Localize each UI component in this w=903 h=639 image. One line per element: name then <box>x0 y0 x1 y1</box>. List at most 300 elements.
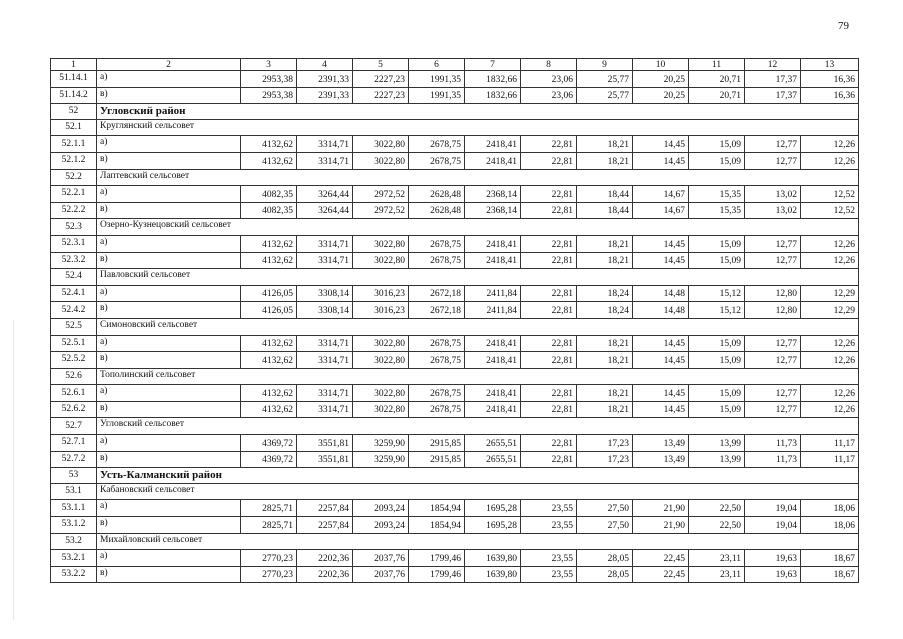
council-name-cell: Михайловский сельсовет <box>97 533 859 550</box>
value-cell: 3022,80 <box>353 385 409 402</box>
value-cell: 28,05 <box>577 566 633 583</box>
value-cell: 14,45 <box>633 136 689 153</box>
value-cell: 3314,71 <box>297 252 353 269</box>
value-cell: 2770,23 <box>241 566 297 583</box>
variant-label-cell: в) <box>97 517 241 534</box>
value-cell: 2972,52 <box>353 186 409 203</box>
value-cell: 13,99 <box>689 435 745 452</box>
value-cell: 12,77 <box>745 352 801 369</box>
value-cell: 2227,23 <box>353 71 409 88</box>
value-cell: 4082,35 <box>241 202 297 219</box>
value-cell: 2678,75 <box>409 352 465 369</box>
value-cell: 15,09 <box>689 352 745 369</box>
value-cell: 15,09 <box>689 335 745 352</box>
value-cell: 3314,71 <box>297 352 353 369</box>
value-cell: 1991,35 <box>409 87 465 104</box>
value-cell: 15,35 <box>689 186 745 203</box>
row-number-cell: 53.1.1 <box>51 500 97 517</box>
value-cell: 1639,80 <box>465 566 521 583</box>
value-cell: 23,55 <box>521 517 577 534</box>
value-cell: 22,81 <box>521 152 577 169</box>
council-row <box>51 418 859 435</box>
row-number-cell: 51.14.1 <box>51 71 97 88</box>
value-cell: 20,25 <box>633 71 689 88</box>
value-cell: 3259,90 <box>353 451 409 468</box>
value-cell: 12,26 <box>801 335 859 352</box>
value-cell: 14,67 <box>633 186 689 203</box>
row-number-cell: 52.1.1 <box>51 136 97 153</box>
value-cell: 18,21 <box>577 335 633 352</box>
value-cell: 2418,41 <box>465 335 521 352</box>
value-cell: 17,37 <box>745 87 801 104</box>
value-cell: 12,26 <box>801 235 859 252</box>
variant-label-cell: а) <box>97 385 241 402</box>
table-row <box>51 252 859 269</box>
value-cell: 4132,62 <box>241 352 297 369</box>
value-cell: 22,81 <box>521 285 577 302</box>
value-cell: 19,63 <box>745 566 801 583</box>
value-cell: 4082,35 <box>241 186 297 203</box>
value-cell: 18,67 <box>801 550 859 567</box>
council-row <box>51 533 859 550</box>
value-cell: 22,50 <box>689 517 745 534</box>
value-cell: 3264,44 <box>297 202 353 219</box>
value-cell: 2825,71 <box>241 517 297 534</box>
value-cell: 3314,71 <box>297 385 353 402</box>
value-cell: 3022,80 <box>353 401 409 418</box>
value-cell: 22,81 <box>521 385 577 402</box>
value-cell: 1854,94 <box>409 500 465 517</box>
council-row <box>51 368 859 385</box>
row-number-cell: 52.4.1 <box>51 285 97 302</box>
council-name-cell: Павловский сельсовет <box>97 269 859 286</box>
value-cell: 12,77 <box>745 136 801 153</box>
value-cell: 13,02 <box>745 202 801 219</box>
value-cell: 2257,84 <box>297 500 353 517</box>
value-cell: 2678,75 <box>409 385 465 402</box>
value-cell: 2953,38 <box>241 87 297 104</box>
value-cell: 3264,44 <box>297 186 353 203</box>
variant-label-cell: а) <box>97 550 241 567</box>
value-cell: 4126,05 <box>241 302 297 319</box>
row-number-cell: 52.1.2 <box>51 152 97 169</box>
value-cell: 2418,41 <box>465 252 521 269</box>
value-cell: 22,81 <box>521 235 577 252</box>
value-cell: 15,09 <box>689 152 745 169</box>
value-cell: 25,77 <box>577 71 633 88</box>
variant-label-cell: а) <box>97 71 241 88</box>
column-number-header: 5 <box>353 59 409 71</box>
page-number: 79 <box>838 20 849 32</box>
tariff-table <box>50 58 859 583</box>
council-row <box>51 219 859 236</box>
value-cell: 2678,75 <box>409 136 465 153</box>
column-number-header: 11 <box>689 59 745 71</box>
row-number-cell: 52.6.2 <box>51 401 97 418</box>
row-number-cell: 52.7.1 <box>51 435 97 452</box>
row-number-cell: 53.2.2 <box>51 566 97 583</box>
value-cell: 2953,38 <box>241 71 297 88</box>
value-cell: 12,77 <box>745 335 801 352</box>
value-cell: 14,45 <box>633 352 689 369</box>
value-cell: 22,81 <box>521 136 577 153</box>
value-cell: 15,09 <box>689 235 745 252</box>
value-cell: 2678,75 <box>409 401 465 418</box>
value-cell: 19,04 <box>745 517 801 534</box>
value-cell: 2411,84 <box>465 302 521 319</box>
row-number-cell: 53.2 <box>51 533 97 550</box>
value-cell: 14,45 <box>633 152 689 169</box>
value-cell: 12,80 <box>745 302 801 319</box>
value-cell: 2655,51 <box>465 435 521 452</box>
table-row <box>51 87 859 104</box>
value-cell: 12,29 <box>801 285 859 302</box>
column-number-header: 13 <box>801 59 859 71</box>
variant-label-cell: в) <box>97 401 241 418</box>
row-number-cell: 52.2 <box>51 169 97 186</box>
value-cell: 14,45 <box>633 401 689 418</box>
table-row <box>51 500 859 517</box>
council-row <box>51 269 859 286</box>
row-number-cell: 52.4 <box>51 269 97 286</box>
value-cell: 2037,76 <box>353 550 409 567</box>
value-cell: 18,21 <box>577 385 633 402</box>
value-cell: 25,77 <box>577 87 633 104</box>
variant-label-cell: в) <box>97 566 241 583</box>
value-cell: 3022,80 <box>353 352 409 369</box>
value-cell: 4132,62 <box>241 152 297 169</box>
value-cell: 2418,41 <box>465 136 521 153</box>
table-row <box>51 71 859 88</box>
table-row <box>51 550 859 567</box>
table-row <box>51 202 859 219</box>
value-cell: 13,99 <box>689 451 745 468</box>
value-cell: 14,45 <box>633 252 689 269</box>
value-cell: 18,06 <box>801 500 859 517</box>
value-cell: 11,17 <box>801 435 859 452</box>
value-cell: 1799,46 <box>409 550 465 567</box>
value-cell: 12,29 <box>801 302 859 319</box>
column-number-header: 7 <box>465 59 521 71</box>
value-cell: 2672,18 <box>409 285 465 302</box>
value-cell: 18,24 <box>577 285 633 302</box>
table-row <box>51 285 859 302</box>
table-row <box>51 152 859 169</box>
value-cell: 3022,80 <box>353 235 409 252</box>
value-cell: 11,73 <box>745 451 801 468</box>
value-cell: 15,09 <box>689 401 745 418</box>
value-cell: 15,09 <box>689 385 745 402</box>
council-name-cell: Угловский сельсовет <box>97 418 859 435</box>
value-cell: 3259,90 <box>353 435 409 452</box>
row-number-cell: 52.4.2 <box>51 302 97 319</box>
value-cell: 12,26 <box>801 401 859 418</box>
value-cell: 23,55 <box>521 566 577 583</box>
council-row <box>51 483 859 500</box>
value-cell: 3308,14 <box>297 285 353 302</box>
value-cell: 22,81 <box>521 335 577 352</box>
value-cell: 2368,14 <box>465 186 521 203</box>
variant-label-cell: а) <box>97 186 241 203</box>
council-name-cell: Лаптевский сельсовет <box>97 169 859 186</box>
value-cell: 13,02 <box>745 186 801 203</box>
variant-label-cell: в) <box>97 352 241 369</box>
value-cell: 21,90 <box>633 500 689 517</box>
value-cell: 3551,81 <box>297 451 353 468</box>
variant-label-cell: в) <box>97 252 241 269</box>
value-cell: 15,12 <box>689 285 745 302</box>
value-cell: 18,24 <box>577 302 633 319</box>
value-cell: 23,55 <box>521 500 577 517</box>
column-number-header: 1 <box>51 59 97 71</box>
table-row <box>51 302 859 319</box>
value-cell: 19,04 <box>745 500 801 517</box>
value-cell: 14,45 <box>633 335 689 352</box>
council-row <box>51 119 859 136</box>
variant-label-cell: а) <box>97 136 241 153</box>
table-row <box>51 335 859 352</box>
value-cell: 17,23 <box>577 451 633 468</box>
row-number-cell: 52 <box>51 104 97 120</box>
value-cell: 2678,75 <box>409 252 465 269</box>
value-cell: 2825,71 <box>241 500 297 517</box>
value-cell: 18,21 <box>577 401 633 418</box>
row-number-cell: 53.1 <box>51 483 97 500</box>
row-number-cell: 52.5 <box>51 318 97 335</box>
table-row <box>51 186 859 203</box>
value-cell: 11,73 <box>745 435 801 452</box>
variant-label-cell: а) <box>97 335 241 352</box>
value-cell: 23,06 <box>521 71 577 88</box>
value-cell: 2391,33 <box>297 87 353 104</box>
value-cell: 18,21 <box>577 252 633 269</box>
row-number-cell: 52.6 <box>51 368 97 385</box>
value-cell: 18,44 <box>577 186 633 203</box>
value-cell: 18,06 <box>801 517 859 534</box>
value-cell: 1854,94 <box>409 517 465 534</box>
column-number-header: 4 <box>297 59 353 71</box>
value-cell: 3314,71 <box>297 136 353 153</box>
value-cell: 22,50 <box>689 500 745 517</box>
row-number-cell: 52.3 <box>51 219 97 236</box>
row-number-cell: 52.7.2 <box>51 451 97 468</box>
value-cell: 2257,84 <box>297 517 353 534</box>
value-cell: 18,21 <box>577 235 633 252</box>
value-cell: 12,77 <box>745 385 801 402</box>
value-cell: 3022,80 <box>353 335 409 352</box>
table-row <box>51 235 859 252</box>
value-cell: 4369,72 <box>241 435 297 452</box>
table-row <box>51 566 859 583</box>
value-cell: 1639,80 <box>465 550 521 567</box>
value-cell: 2915,85 <box>409 451 465 468</box>
variant-label-cell: а) <box>97 235 241 252</box>
row-number-cell: 52.3.1 <box>51 235 97 252</box>
value-cell: 1695,28 <box>465 500 521 517</box>
value-cell: 2418,41 <box>465 352 521 369</box>
value-cell: 4369,72 <box>241 451 297 468</box>
council-row <box>51 169 859 186</box>
variant-label-cell: в) <box>97 302 241 319</box>
value-cell: 2972,52 <box>353 202 409 219</box>
value-cell: 12,77 <box>745 235 801 252</box>
council-name-cell: Симоновский сельсовет <box>97 318 859 335</box>
variant-label-cell: в) <box>97 451 241 468</box>
row-number-cell: 52.2.2 <box>51 202 97 219</box>
value-cell: 12,52 <box>801 186 859 203</box>
value-cell: 2418,41 <box>465 235 521 252</box>
value-cell: 28,05 <box>577 550 633 567</box>
value-cell: 2628,48 <box>409 202 465 219</box>
value-cell: 12,26 <box>801 352 859 369</box>
variant-label-cell: а) <box>97 435 241 452</box>
value-cell: 3551,81 <box>297 435 353 452</box>
value-cell: 12,77 <box>745 152 801 169</box>
row-number-cell: 52.5.1 <box>51 335 97 352</box>
value-cell: 23,55 <box>521 550 577 567</box>
value-cell: 14,48 <box>633 285 689 302</box>
council-name-cell: Круглянский сельсовет <box>97 119 859 136</box>
value-cell: 2672,18 <box>409 302 465 319</box>
value-cell: 14,67 <box>633 202 689 219</box>
value-cell: 2391,33 <box>297 71 353 88</box>
value-cell: 18,67 <box>801 566 859 583</box>
variant-label-cell: в) <box>97 152 241 169</box>
table-row <box>51 451 859 468</box>
district-row <box>51 468 859 484</box>
table-row <box>51 385 859 402</box>
value-cell: 15,12 <box>689 302 745 319</box>
value-cell: 11,17 <box>801 451 859 468</box>
table-row <box>51 136 859 153</box>
column-number-header: 10 <box>633 59 689 71</box>
council-name-cell: Озерно-Кузнецовский сельсовет <box>97 219 859 236</box>
value-cell: 2037,76 <box>353 566 409 583</box>
column-number-header: 3 <box>241 59 297 71</box>
value-cell: 2411,84 <box>465 285 521 302</box>
value-cell: 4132,62 <box>241 335 297 352</box>
value-cell: 13,49 <box>633 451 689 468</box>
row-number-cell: 53 <box>51 468 97 484</box>
value-cell: 12,80 <box>745 285 801 302</box>
value-cell: 1832,66 <box>465 71 521 88</box>
value-cell: 3314,71 <box>297 401 353 418</box>
variant-label-cell: в) <box>97 87 241 104</box>
value-cell: 22,81 <box>521 401 577 418</box>
value-cell: 2678,75 <box>409 335 465 352</box>
row-number-cell: 52.7 <box>51 418 97 435</box>
column-number-header: 9 <box>577 59 633 71</box>
value-cell: 22,81 <box>521 202 577 219</box>
value-cell: 4132,62 <box>241 252 297 269</box>
value-cell: 3314,71 <box>297 235 353 252</box>
column-number-header: 6 <box>409 59 465 71</box>
value-cell: 3016,23 <box>353 285 409 302</box>
value-cell: 17,37 <box>745 71 801 88</box>
value-cell: 22,81 <box>521 451 577 468</box>
value-cell: 1695,28 <box>465 517 521 534</box>
value-cell: 2418,41 <box>465 401 521 418</box>
row-number-cell: 52.1 <box>51 119 97 136</box>
council-row <box>51 318 859 335</box>
value-cell: 2770,23 <box>241 550 297 567</box>
value-cell: 20,71 <box>689 87 745 104</box>
value-cell: 4132,62 <box>241 385 297 402</box>
row-number-cell: 52.3.2 <box>51 252 97 269</box>
value-cell: 12,77 <box>745 401 801 418</box>
value-cell: 27,50 <box>577 500 633 517</box>
table-body <box>51 59 859 583</box>
value-cell: 21,90 <box>633 517 689 534</box>
row-number-cell: 52.2.1 <box>51 186 97 203</box>
value-cell: 16,36 <box>801 87 859 104</box>
row-number-cell: 51.14.2 <box>51 87 97 104</box>
value-cell: 15,09 <box>689 136 745 153</box>
value-cell: 1799,46 <box>409 566 465 583</box>
value-cell: 3022,80 <box>353 152 409 169</box>
value-cell: 2093,24 <box>353 517 409 534</box>
value-cell: 2418,41 <box>465 385 521 402</box>
table-row <box>51 352 859 369</box>
value-cell: 4132,62 <box>241 235 297 252</box>
value-cell: 18,44 <box>577 202 633 219</box>
value-cell: 2678,75 <box>409 235 465 252</box>
table-row <box>51 517 859 534</box>
value-cell: 18,21 <box>577 352 633 369</box>
table-row <box>51 435 859 452</box>
district-name-cell: Угловский район <box>97 104 859 120</box>
value-cell: 3022,80 <box>353 136 409 153</box>
table-row <box>51 401 859 418</box>
value-cell: 16,36 <box>801 71 859 88</box>
value-cell: 14,45 <box>633 385 689 402</box>
value-cell: 22,81 <box>521 186 577 203</box>
district-row <box>51 104 859 120</box>
variant-label-cell: а) <box>97 500 241 517</box>
value-cell: 3022,80 <box>353 252 409 269</box>
scan-edge-line <box>13 320 14 620</box>
value-cell: 22,45 <box>633 566 689 583</box>
value-cell: 12,26 <box>801 252 859 269</box>
value-cell: 15,09 <box>689 252 745 269</box>
variant-label-cell: а) <box>97 285 241 302</box>
row-number-cell: 52.5.2 <box>51 352 97 369</box>
value-cell: 20,71 <box>689 71 745 88</box>
value-cell: 4126,05 <box>241 285 297 302</box>
value-cell: 1991,35 <box>409 71 465 88</box>
value-cell: 2202,36 <box>297 550 353 567</box>
council-name-cell: Кабановский сельсовет <box>97 483 859 500</box>
value-cell: 3314,71 <box>297 335 353 352</box>
value-cell: 22,81 <box>521 302 577 319</box>
value-cell: 2418,41 <box>465 152 521 169</box>
council-name-cell: Тополинский сельсовет <box>97 368 859 385</box>
value-cell: 15,35 <box>689 202 745 219</box>
value-cell: 2368,14 <box>465 202 521 219</box>
value-cell: 2915,85 <box>409 435 465 452</box>
row-number-cell: 53.2.1 <box>51 550 97 567</box>
column-number-header: 8 <box>521 59 577 71</box>
value-cell: 23,11 <box>689 550 745 567</box>
value-cell: 12,77 <box>745 252 801 269</box>
value-cell: 2227,23 <box>353 87 409 104</box>
value-cell: 2678,75 <box>409 152 465 169</box>
value-cell: 18,21 <box>577 152 633 169</box>
value-cell: 18,21 <box>577 136 633 153</box>
variant-label-cell: в) <box>97 202 241 219</box>
value-cell: 12,26 <box>801 385 859 402</box>
value-cell: 27,50 <box>577 517 633 534</box>
